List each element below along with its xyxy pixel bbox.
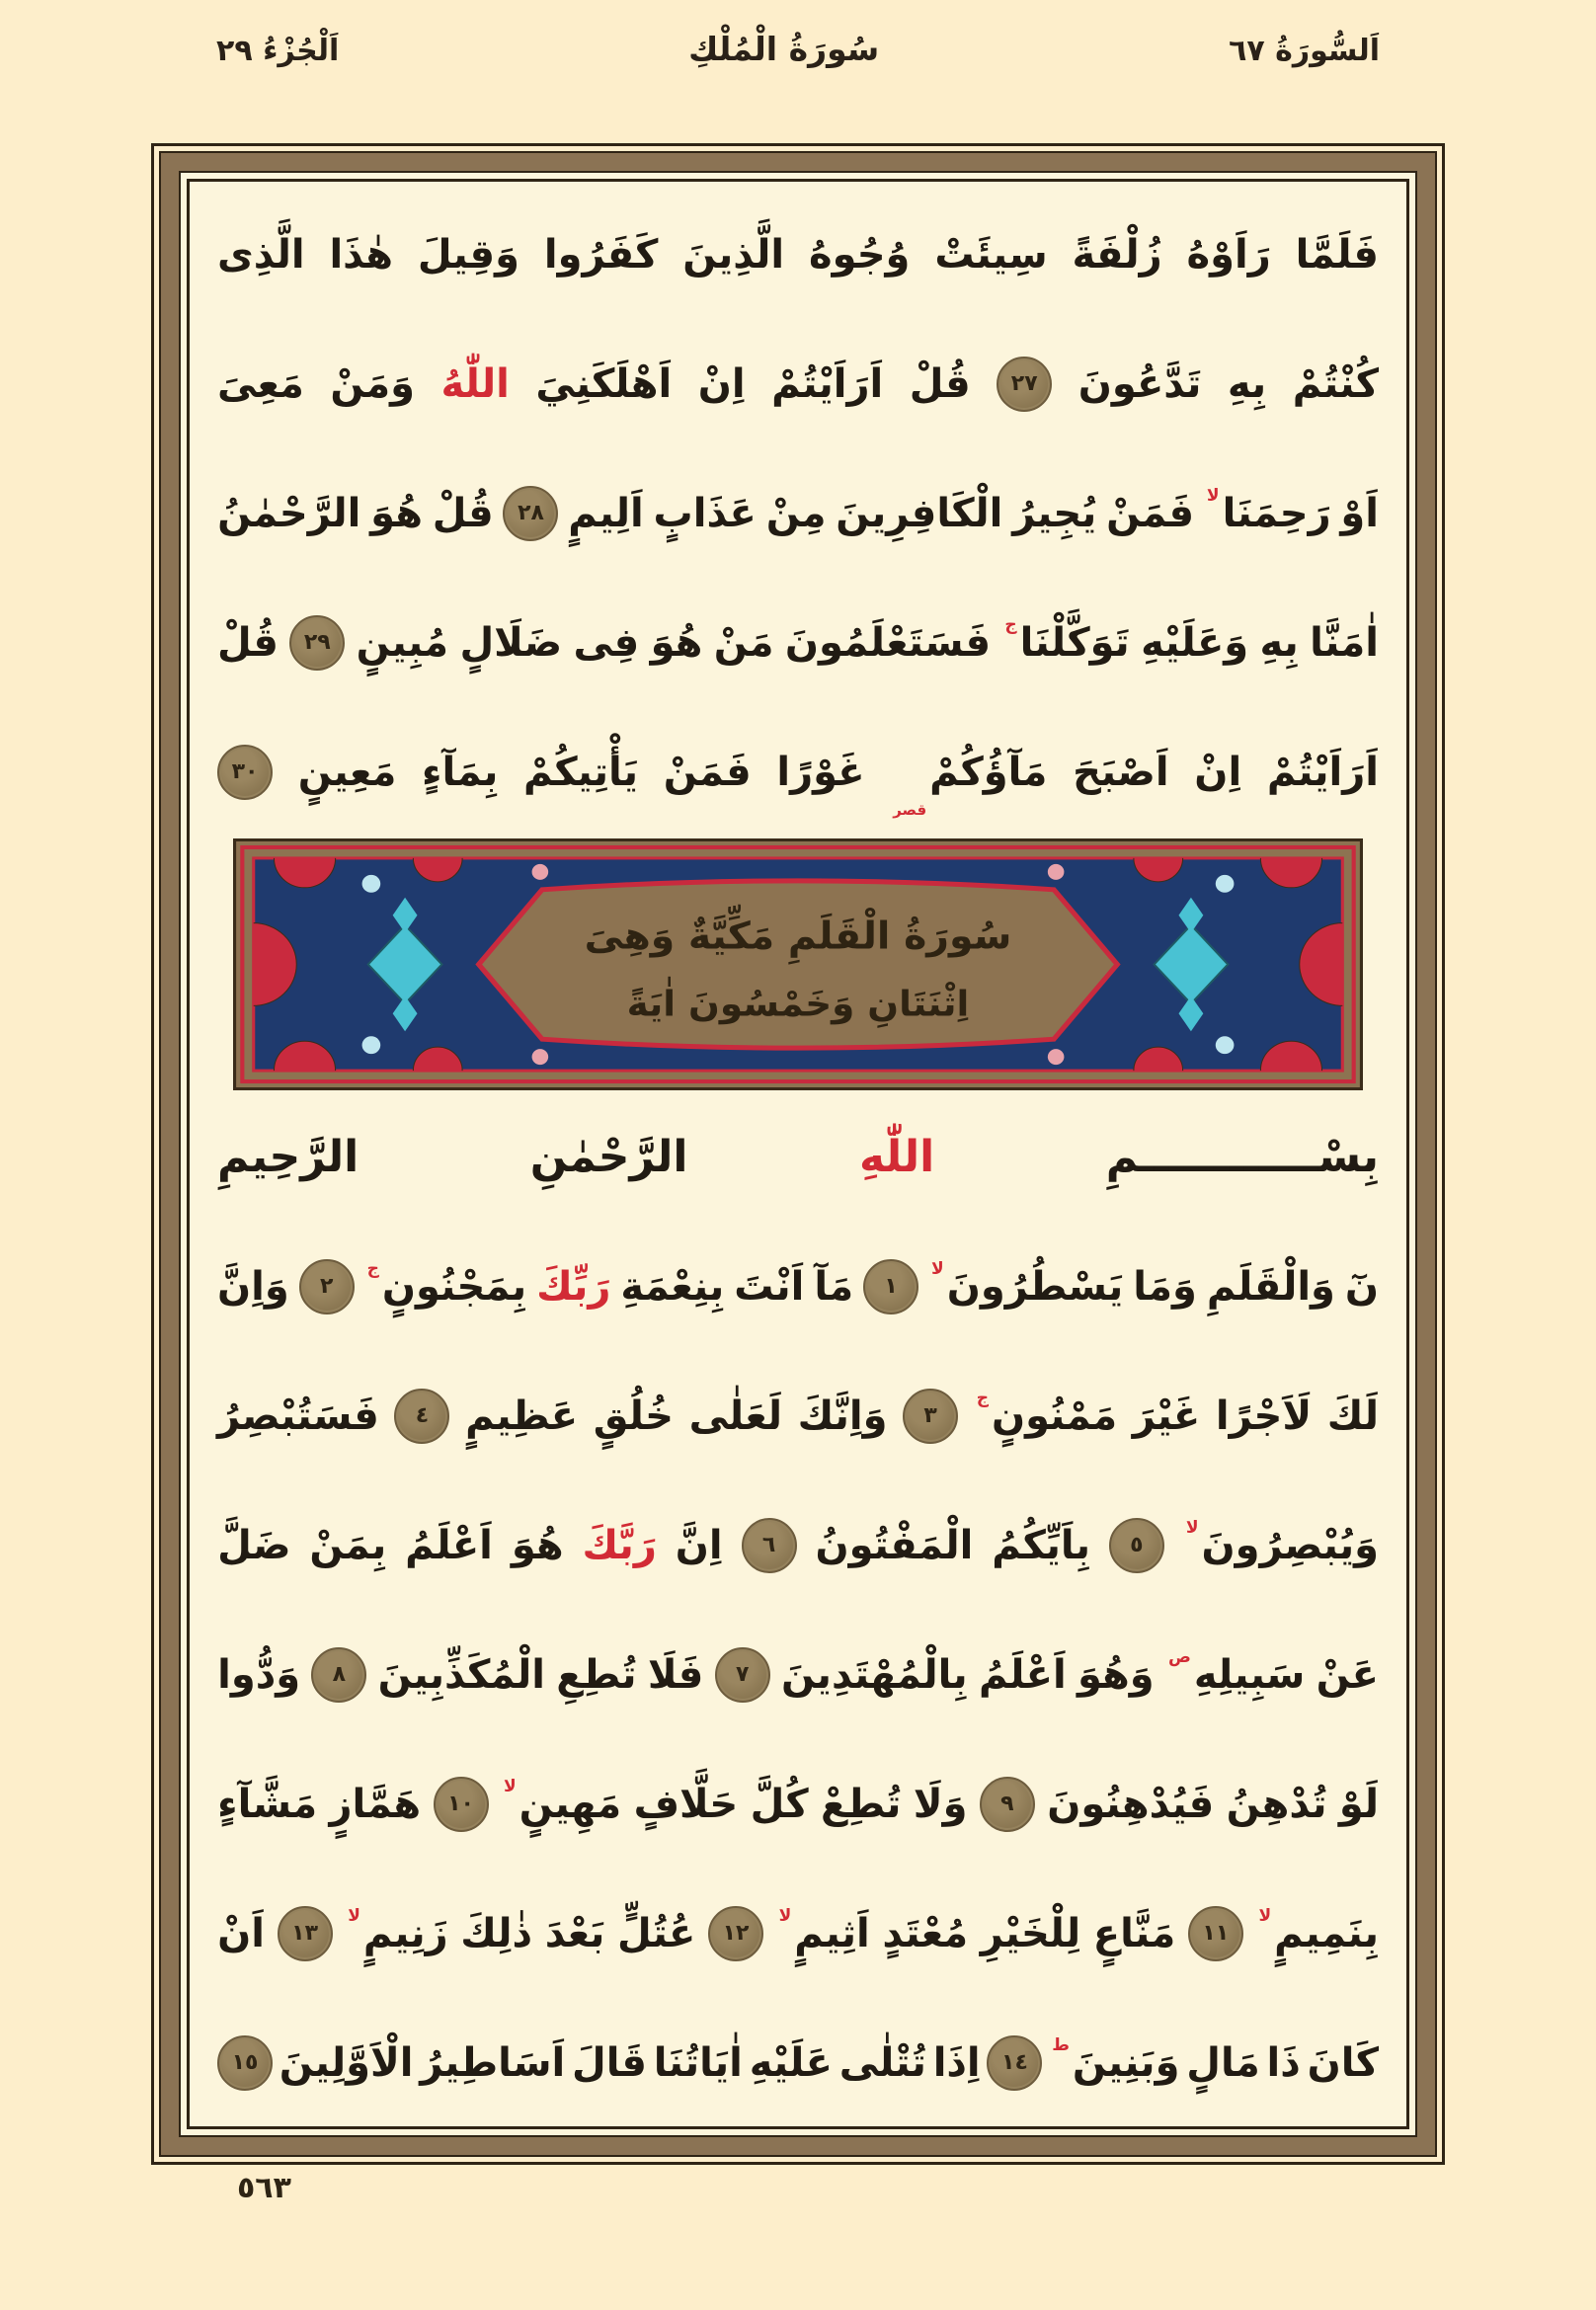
word: الَّذِينَ xyxy=(682,231,785,278)
word: الرَّحْمٰنِ xyxy=(529,1131,688,1182)
word: مَالٍ xyxy=(1186,2039,1260,2086)
word: بِمَآءٍ xyxy=(422,749,499,795)
highlighted-red-word: رَبَّكَ xyxy=(582,1522,657,1568)
word: وَالْقَلَمِ xyxy=(1206,1263,1335,1310)
verse-number: ٣ xyxy=(923,1402,937,1428)
word: مَآؤُكُمْقصر xyxy=(893,749,1048,819)
word: عَلَيْهِ xyxy=(749,2039,833,2086)
word: كَانَ xyxy=(1307,2039,1379,2086)
verse-number-rosette xyxy=(299,1259,355,1314)
word: اِنَّ xyxy=(675,1522,723,1568)
word: وَمَا xyxy=(1133,1263,1197,1310)
surah-qalam-banner xyxy=(233,838,1363,1090)
surah-banner-ornament-art xyxy=(233,838,1363,1090)
word: كُلَّ xyxy=(750,1781,809,1827)
word: اَوْ xyxy=(1340,490,1379,536)
verse-number: ٢ xyxy=(319,1273,334,1299)
highlighted-red-word: رَبِّكَ xyxy=(536,1263,611,1310)
word: بِهِ xyxy=(1259,619,1299,666)
word: نٓ xyxy=(1344,1263,1379,1310)
word: رَحِمَنَالا xyxy=(1206,485,1331,536)
ornamental-frame-inner xyxy=(179,171,1417,2137)
word: فَسَتَعْلَمُونَ xyxy=(784,619,992,666)
word: قُلْ xyxy=(432,490,494,536)
word: وَهُوَ xyxy=(1077,1651,1155,1698)
quran-text-line xyxy=(213,448,1383,578)
word: اَنْ xyxy=(217,1910,265,1956)
word: هٰذَا xyxy=(329,231,393,278)
word: مَعِىَ xyxy=(217,360,304,407)
bismillah-container xyxy=(213,1092,1383,1222)
word: لِلْخَيْرِ xyxy=(980,1910,1081,1956)
page-header xyxy=(151,30,1445,68)
page-number: ٥٦٣ xyxy=(237,2171,291,2205)
word: رَاَوْهُ xyxy=(1186,231,1271,278)
verse-number-rosette xyxy=(903,1389,958,1444)
highlighted-red-word: اللّٰهِ xyxy=(858,1131,935,1182)
word: مِنْ xyxy=(765,490,827,536)
verse-number-rosette xyxy=(863,1259,918,1314)
quran-text-line xyxy=(213,190,1383,319)
verse-number-rosette xyxy=(1109,1518,1164,1573)
verse-number: ٢٨ xyxy=(518,500,544,525)
quran-text-line xyxy=(213,578,1383,707)
word: وَدُّوا xyxy=(217,1651,301,1698)
verse-number: ١٤ xyxy=(1001,2049,1028,2075)
word: مَنَّاعٍ xyxy=(1092,1910,1176,1956)
verse-number: ١١ xyxy=(1202,1920,1230,1946)
verse-number: ٢٩ xyxy=(303,629,331,655)
word: فَلَا xyxy=(647,1651,704,1698)
word: عَنْ xyxy=(1316,1651,1379,1698)
word: مَشَّآءٍ xyxy=(217,1781,318,1827)
word: يَسْطُرُونَلا xyxy=(931,1258,1124,1310)
word: تُطِعِ xyxy=(556,1651,637,1698)
word: اَثِيمٍلا xyxy=(778,1905,870,1956)
word: وَمَنْ xyxy=(330,360,415,407)
word: حَلَّافٍ xyxy=(633,1781,739,1827)
verse-number: ١٥ xyxy=(231,2049,259,2075)
verse-number: ١٣ xyxy=(291,1920,319,1946)
banner-title-line2: اِثْنَتَانِ وَخَمْسُونَ اٰيَةً xyxy=(626,982,970,1025)
word: الَّذِى xyxy=(217,231,305,278)
word: يَأْتِيكُمْ xyxy=(523,749,639,795)
quran-text-line xyxy=(213,1998,1383,2127)
quran-text-line xyxy=(213,319,1383,448)
header-surah-title: سُورَةُ الْمُلْكِ xyxy=(688,30,880,68)
word: بِسْــــــــــــمِ xyxy=(1105,1131,1379,1182)
word: لَاَجْرًا xyxy=(1215,1393,1313,1439)
word: الْمُكَذِّبِينَ xyxy=(377,1651,545,1698)
quran-text-line xyxy=(213,707,1383,836)
ornamental-frame-outer xyxy=(151,143,1445,2165)
verse-number-rosette xyxy=(742,1518,797,1573)
word: بِنِعْمَةِ xyxy=(620,1263,725,1310)
word: وَبَنِينَط xyxy=(1052,2034,1180,2086)
verse-number: ٦ xyxy=(761,1532,776,1557)
header-juz-number: اَلْجُزْءُ ٢٩ xyxy=(216,34,340,68)
word: اَصْبَحَ xyxy=(1073,749,1169,795)
verse-number-rosette xyxy=(1188,1906,1243,1961)
word: ذَا xyxy=(1266,2039,1301,2086)
word: اَرَاَيْتُمْ xyxy=(1266,749,1379,795)
word: فَيُدْهِنُونَ xyxy=(1047,1781,1215,1827)
word: بِهِ xyxy=(1227,360,1267,407)
word: تُتْلٰى xyxy=(838,2039,926,2086)
word: الرَّحْمٰنُ xyxy=(217,490,361,536)
verse-number-rosette xyxy=(987,2035,1042,2091)
word: اَعْلَمُ xyxy=(978,1651,1067,1698)
word: وَعَلَيْهِ xyxy=(1141,619,1249,666)
word: كَفَرُوا xyxy=(543,231,659,278)
word: مَعِينٍ xyxy=(297,749,397,795)
word: وَيُبْصِرُونَلا xyxy=(1185,1517,1379,1568)
word: الْكَافِرِينَ xyxy=(836,490,1003,536)
verse-number: ٧ xyxy=(735,1661,750,1687)
word: بِمَنْ xyxy=(309,1522,387,1568)
verse-number: ٤ xyxy=(415,1402,430,1428)
verse-number-rosette xyxy=(311,1647,366,1703)
word: اَنْتَ xyxy=(734,1263,805,1310)
word: اَلِيمٍ xyxy=(568,490,644,536)
word: الرَّحِيمِ xyxy=(217,1131,359,1182)
word: عَذَابٍ xyxy=(653,490,757,536)
quran-text-line xyxy=(213,1480,1383,1610)
word: اِذَا xyxy=(932,2039,981,2086)
text-content-area xyxy=(187,179,1409,2129)
word: وَاِنَّ xyxy=(217,1263,289,1310)
word: غَيْرَ xyxy=(1132,1393,1201,1439)
word: اَهْلَكَنِيَ xyxy=(535,360,673,407)
word: بِمَجْنُونٍج xyxy=(366,1258,527,1310)
word: ضَلَّ xyxy=(217,1522,291,1568)
verse-number-rosette xyxy=(394,1389,449,1444)
word: عُتُلٍّ xyxy=(617,1910,696,1956)
word: هُوَ xyxy=(370,490,423,536)
verse-number-rosette xyxy=(278,1906,333,1961)
word: ذٰلِكَ xyxy=(460,1910,533,1956)
verse-number: ١٢ xyxy=(722,1920,750,1946)
verse-number-rosette xyxy=(980,1777,1035,1832)
verse-number-rosette xyxy=(503,486,558,541)
word: غَوْرًا xyxy=(776,749,865,795)
word: وَلَا xyxy=(913,1781,968,1827)
quran-text-line xyxy=(213,1222,1383,1351)
word: مُعْتَدٍ xyxy=(882,1910,969,1956)
word: اٰمَنَّا xyxy=(1310,619,1379,666)
word: بِالْمُهْتَدِينَ xyxy=(780,1651,968,1698)
word: قُلْ xyxy=(909,360,971,407)
word: تَدَّعُونَ xyxy=(1077,360,1202,407)
verse-number-rosette xyxy=(708,1906,763,1961)
word: فَسَتُبْصِرُ xyxy=(217,1393,379,1439)
word: اٰيَاتُنَا xyxy=(653,2039,743,2086)
word: فِى xyxy=(573,619,640,666)
verse-number: ٩ xyxy=(1000,1791,1014,1816)
word: لَوْ xyxy=(1338,1781,1379,1827)
quran-text-line xyxy=(213,1869,1383,1998)
word: سِيئَتْ xyxy=(934,231,1048,278)
verse-number-rosette xyxy=(217,745,273,800)
word: اَعْلَمُ xyxy=(405,1522,493,1568)
quran-text-line xyxy=(213,1739,1383,1869)
word: اَسَاطِيرُ xyxy=(420,2039,566,2086)
word: تُدْهِنُ xyxy=(1226,1781,1327,1827)
verse-number-rosette xyxy=(289,615,345,671)
verse-number-rosette xyxy=(434,1777,489,1832)
verse-number: ١ xyxy=(884,1273,898,1299)
word: مَآ xyxy=(814,1263,854,1310)
banner-title-line1: سُورَةُ الْقَلَمِ مَكِّيَّةٌ وَهِىَ xyxy=(584,915,1012,959)
verse-number: ٣٠ xyxy=(231,758,259,784)
word: وُجُوهُ xyxy=(809,231,911,278)
quran-text-line xyxy=(213,1351,1383,1480)
word: عَظِيمٍ xyxy=(465,1393,579,1439)
header-surah-number: اَلسُّورَةُ ٦٧ xyxy=(1229,34,1380,68)
word: خُلُقٍ xyxy=(593,1393,674,1439)
verse-number: ٥ xyxy=(1130,1532,1144,1557)
word: فَلَمَّا xyxy=(1295,231,1379,278)
verse-number: ٨ xyxy=(332,1661,347,1687)
word: ضَلَالٍ xyxy=(459,619,563,666)
word: مَهِينٍلا xyxy=(503,1776,622,1827)
word: هُوَ xyxy=(650,619,703,666)
word: فَمَنْ xyxy=(663,749,752,795)
word: قُلْ xyxy=(217,619,279,666)
verse-number-rosette xyxy=(217,2035,273,2091)
word: الْاَوَّلِينَ xyxy=(279,2039,414,2086)
word: بِاَيِّكُمُ xyxy=(992,1522,1090,1568)
word: بَعْدَ xyxy=(544,1910,605,1956)
word: تَوَكَّلْنَاج xyxy=(1004,614,1130,666)
word: قَالَ xyxy=(572,2039,647,2086)
word: لَكَ xyxy=(1326,1393,1379,1439)
word: الْمَفْتُونُ xyxy=(815,1522,974,1568)
verse-number: ٢٧ xyxy=(1010,370,1038,396)
quran-text-line xyxy=(213,1610,1383,1739)
verse-number-rosette xyxy=(715,1647,770,1703)
word: زَنِيمٍلا xyxy=(348,1905,448,1956)
verse-number: ١٠ xyxy=(447,1791,474,1816)
word: اَرَاَيْتُمْ xyxy=(771,360,884,407)
word: اِنْ xyxy=(1194,749,1242,795)
word: سَبِيلِهِص xyxy=(1167,1646,1306,1698)
word: وَقِيلَ xyxy=(417,231,519,278)
word: هَمَّازٍ xyxy=(329,1781,422,1827)
word: هُوَ xyxy=(511,1522,564,1568)
surah-mulk-lines xyxy=(213,190,1383,836)
word: تُطِعْ xyxy=(821,1781,902,1827)
highlighted-red-word: اللّٰهُ xyxy=(440,360,510,407)
word: مُبِينٍ xyxy=(356,619,449,666)
word: مَنْ xyxy=(713,619,774,666)
word: فَمَنْ xyxy=(1106,490,1195,536)
word: كُنْتُمْ xyxy=(1292,360,1379,407)
word: وَاِنَّكَ xyxy=(797,1393,888,1439)
word: يُجِيرُ xyxy=(1012,490,1097,536)
ornamental-frame-band xyxy=(159,151,1437,2157)
verse-number-rosette xyxy=(997,357,1052,412)
word: بِنَمِيمٍلا xyxy=(1258,1905,1379,1956)
bismillah-line xyxy=(213,1092,1383,1222)
word: مَمْنُونٍج xyxy=(976,1388,1118,1439)
word: زُلْفَةً xyxy=(1072,231,1162,278)
word: لَعَلٰى xyxy=(688,1393,782,1439)
surah-qalam-lines xyxy=(213,1222,1383,2127)
word: اِنْ xyxy=(697,360,746,407)
